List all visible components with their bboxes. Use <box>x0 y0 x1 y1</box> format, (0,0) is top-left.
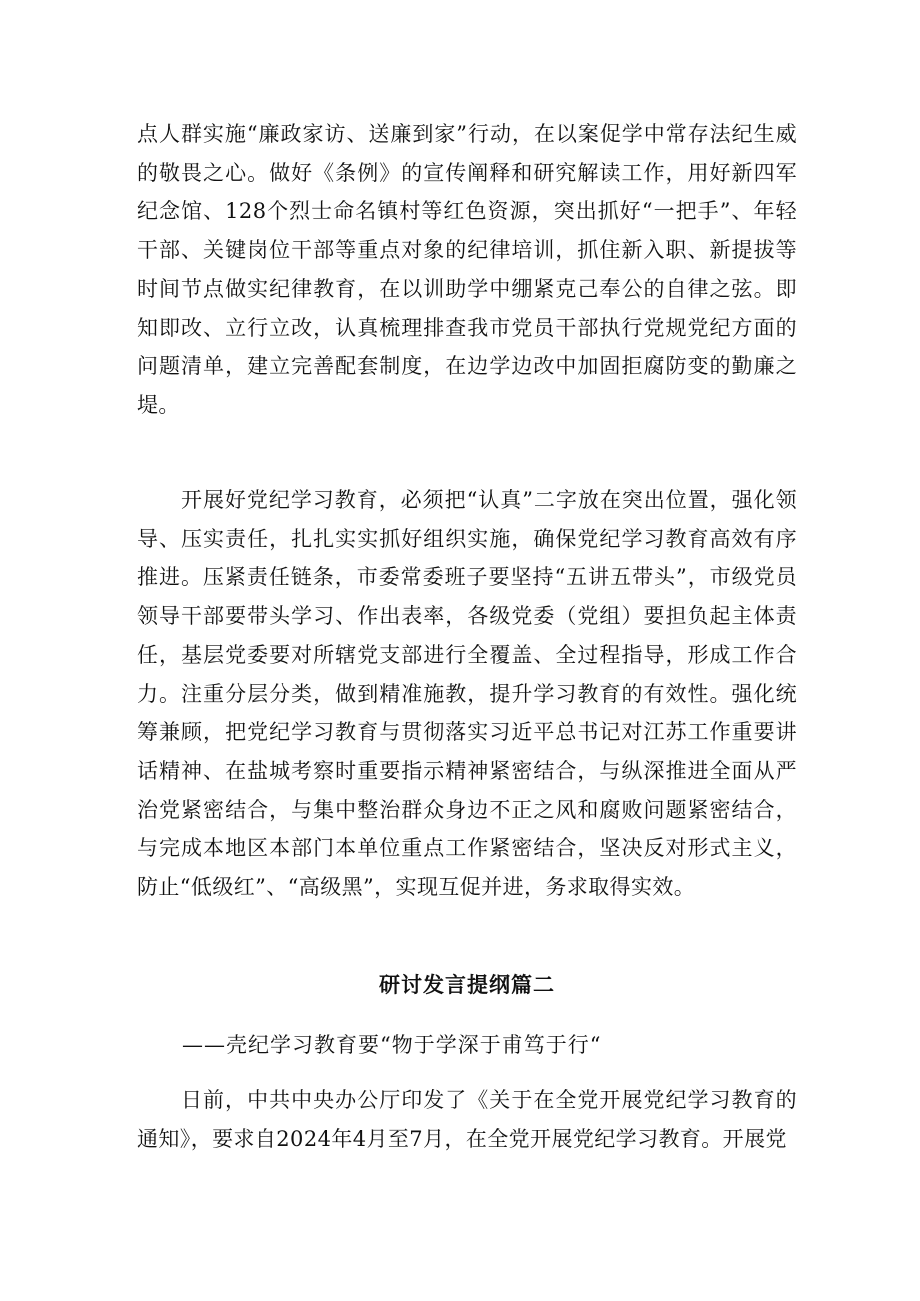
paragraph-block-2 <box>137 481 797 907</box>
section-subtitle: ——壳纪学习教育要“物于学深于甫笃于行“ <box>182 1033 602 1057</box>
paragraph-block-1 <box>137 115 797 425</box>
paragraph: 日前，中共中央办公厅印发了《关于在全党开展党纪学习教育的通知》，要求自2024年4月至7月，在全党开展党纪学习教育。开展党 <box>137 1088 797 1151</box>
section-heading: 研讨发言提纲篇二 <box>379 972 555 997</box>
paragraph: 点人群实施“廉政家访、送廉到家”行动，在以案促学中常存法纪生威的敬畏之心。做好《条例》的宣传阐释和研究解读工作，用好新四军纪念馆、128个烈士命名镇村等红色资源，突出抓好“一把手”、年轻干部、关键岗位干部等重点对象的纪律培训，抓住新入职、新提拔等时间节点做实纪律教育，在以训助学中绷紧克己奉公的自律之弦。即知即改、立行立改，认真梳理排查我市党员干部执行党规党纪方面的问题清单，建立完善配套制度，在边学边改中加固拒腐防变的勤廉之堤。 <box>137 122 797 417</box>
paragraph: 开展好党纪学习教育，必须把“认真”二字放在突出位置，强化领导、压实责任，扎扎实实抓好组织实施，确保党纪学习教育高效有序推进。压紧责任链条，市委常委班子要坚持“五讲五带头”，市级党员领导干部要带头学习、作出表率，各级党委（党组）要担负起主体责任，基层党委要对所辖党支部进行全覆盖、全过程指导，形成工作合力。注重分层分类，做到精准施教，提升学习教育的有效性。强化统筹兼顾，把党纪学习教育与贯彻落实习近平总书记对江苏工作重要讲话精神、在盐城考察时重要指示精神紧密结合，与纵深推进全面从严治党紧密结合，与集中整治群众身边不正之风和腐败问题紧密结合，与完成本地区本部门本单位重点工作紧密结合，坚决反对形式主义，防止“低级红”、“高级黑”，实现互促并进，务求取得实效。 <box>137 488 797 900</box>
paragraph-block-3 <box>137 1081 797 1158</box>
